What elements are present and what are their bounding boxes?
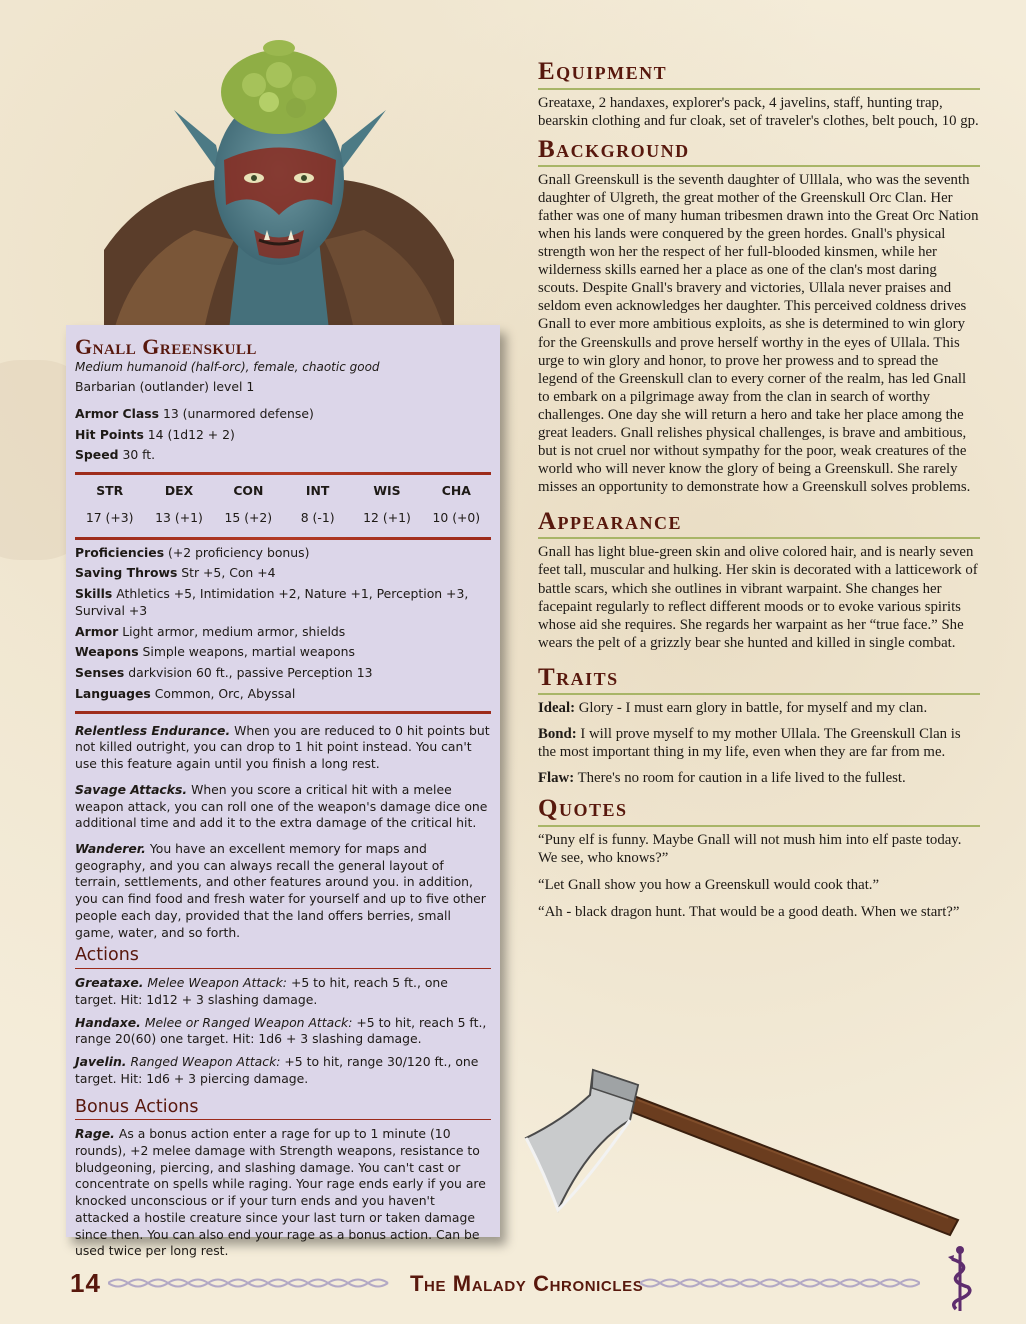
divider xyxy=(538,537,980,539)
divider xyxy=(75,968,491,970)
footer-ornament xyxy=(108,1276,398,1290)
ability-scores-table xyxy=(75,480,491,528)
character-name: Gnall Greenskull xyxy=(75,334,257,359)
ability-name: INT xyxy=(305,483,330,499)
detail-saving-throws: Saving Throws Str +5, Con +4 xyxy=(75,565,276,581)
equipment-text: Greataxe, 2 handaxes, explorer's pack, 4 javelins, staff, hunting trap, bearskin clothing and fur cloak, set of traveler's clothes, belt pouch, 10 gp. xyxy=(538,94,979,129)
page-number: 14 xyxy=(70,1268,101,1298)
ability-score: 15 (+2) xyxy=(224,509,273,525)
divider xyxy=(538,88,980,90)
footer-ornament xyxy=(640,1276,920,1290)
quote-item: “Puny elf is funny. Maybe Gnall will not mush him into elf paste today. We see, who knows?” xyxy=(538,831,962,866)
ability-score: 8 (-1) xyxy=(300,509,335,525)
detail-weapons: Weapons Simple weapons, martial weapons xyxy=(75,644,355,660)
detail-skills: Skills Athletics +5, Intimidation +2, Nature +1, Perception +3, Survival +3 xyxy=(75,586,469,618)
stat-block xyxy=(66,325,500,1259)
armor-class: Armor Class 13 (unarmored defense) xyxy=(75,406,314,422)
trait-bond: Bond: I will prove myself to my mother Ullala. The Greenskull Clan is the most important thing in my life, even when they are far from me. xyxy=(538,726,961,761)
ability-name: DEX xyxy=(164,483,194,499)
ability-name: CHA xyxy=(441,483,471,499)
hit-points: Hit Points 14 (1d12 + 2) xyxy=(75,426,235,442)
action-handaxe: Handaxe. Melee or Ranged Weapon Attack: +5 to hit, reach 5 ft., range 20(60) one target. Hit: 1d6 + 3 slashing damage. xyxy=(75,1014,487,1047)
divider xyxy=(75,711,491,714)
feature-wanderer: Wanderer. You have an excellent memory for maps and geography, and you can always recall the general layout of terrain, settlements, and other features around you. in addition, you can find food and fresh water for yourself and up to five other people each day, provided that the land offers berries, small game, water, and so forth. xyxy=(75,840,486,940)
quote-item: “Let Gnall show you how a Greenskull would cook that.” xyxy=(538,877,880,893)
actions-heading: Actions xyxy=(75,945,139,966)
divider xyxy=(75,472,491,475)
ability-score: 13 (+1) xyxy=(155,509,203,525)
action-javelin: Javelin. Ranged Weapon Attack: +5 to hit, range 30/120 ft., one target. Hit: 1d6 + 3 piercing damage. xyxy=(75,1054,479,1086)
ability-score: 12 (+1) xyxy=(363,509,411,525)
appearance-text: Gnall has light blue-green skin and olive colored hair, and is nearly seven feet tall, muscular and hulking. Her skin is decorated with a latticework of battle scars, which she outlines in vibrant warpaint. She changes her facepaint regularly to reflect different moods or to evoke various spirits whose aid she requires. She regards her warpaint as her “true face.” She wears the pelt of a grizzly bear she hunted and killed in single combat. xyxy=(538,544,978,651)
equipment-heading: Equipment xyxy=(538,58,668,85)
feature-relentless-endurance: Relentless Endurance. When you are reduced to 0 hit points but not killed outright, you can drop to 1 hit point instead. You can't use this feature again until you finish a long rest. xyxy=(75,722,490,772)
right-column xyxy=(538,58,980,930)
footer-title: The Malady Chronicles xyxy=(410,1271,644,1296)
divider xyxy=(75,1119,491,1121)
quotes-heading: Quotes xyxy=(538,795,628,823)
background-heading: Background xyxy=(538,135,690,163)
ability-name: CON xyxy=(233,483,264,499)
quote-item: “Ah - black dragon hunt. That would be a good death. When we start?” xyxy=(538,904,960,921)
trait-flaw: Flaw: There's no room for caution in a life lived to the fullest. xyxy=(538,770,906,787)
detail-armor: Armor Light armor, medium armor, shields xyxy=(75,623,346,639)
divider xyxy=(538,825,980,827)
ability-score: 10 (+0) xyxy=(432,509,481,525)
appearance-heading: Appearance xyxy=(538,507,683,535)
character-subtitle: Medium humanoid (half-orc), female, chaotic good xyxy=(75,360,380,375)
portrait-illustration xyxy=(104,40,454,330)
traits-heading: Traits xyxy=(538,663,619,691)
divider xyxy=(538,693,980,695)
detail-senses: Senses darkvision 60 ft., passive Perception 13 xyxy=(75,665,373,681)
bonus-actions-heading: Bonus Actions xyxy=(75,1096,199,1117)
ability-name: WIS xyxy=(373,483,401,499)
greataxe-illustration xyxy=(518,1050,978,1240)
feature-savage-attacks: Savage Attacks. When you score a critical hit with a melee weapon attack, you can roll one of the weapon's damage dice one additional time and add it to the extra damage of the critical hit. xyxy=(75,781,488,831)
background-text: Gnall Greenskull is the seventh daughter of Ulllala, who was the seventh daughter of Ulgreth, the great mother of the Greenskull Orc Clan. Her father was one of many human tribesmen drawn into the Great Orc Nation when his lands were conquered by the green hordes. Gnall's physical strength won her the respect of her full-blooded kinsmen, while her wilderness skills earned her a place as one of the clan's most daring scouts. Despite Gnall's bravery and victories, Ullala never praises and seldom even acknowledges her daughter. This perceived coldness drives Gnall to ever more ambitious exploits, as she is determined to win glory for the Greenskulls and prove herself worthy in the eyes of Ullala. This urge to win glory and honor, to prove her prowess and to spread the legend of the Greenskull clan to every corner of the realm, has led Gnall to embark on a pilgrimage away from the clan in search of worthy challenges. One day she will return a hero and take her place among the great leaders. Gnall relishes physical challenges, is brave and ambitious, but is not cruel nor without sympathy for the poor, weak creatures of the world who will never know the glory of being a Greenskull. She rarely misses an opportunity to demonstrate how a Greenskull solves problems. xyxy=(538,172,979,495)
divider xyxy=(538,165,980,167)
bonus-action-rage: Rage. As a bonus action enter a rage for up to 1 minute (10 rounds), +2 melee damage with Strength weapons, resistance to bludgeoning, piercing, and slashing damage. You can't cast or concentrate on spells while raging. Your rage ends early if you are knocked unconscious or if your turn ends and you haven't attacked a hostile creature since your last turn or taken damage since then. You can also end your rage as a bonus action. Can be used twice per long rest. xyxy=(75,1126,486,1259)
ability-score: 17 (+3) xyxy=(85,509,134,525)
trait-ideal: Ideal: Glory - I must earn glory in battle, for myself and my clan. xyxy=(538,700,928,717)
details-list xyxy=(75,545,491,703)
staff-of-asclepius-icon xyxy=(940,1245,980,1315)
class-level: Barbarian (outlander) level 1 xyxy=(75,379,255,395)
ability-name: STR xyxy=(96,483,124,499)
action-greataxe: Greataxe. Melee Weapon Attack: +5 to hit, reach 5 ft., one target. Hit: 1d12 + 3 slashing damage. xyxy=(75,975,448,1007)
divider xyxy=(75,537,491,540)
speed: Speed 30 ft. xyxy=(75,447,156,463)
detail-proficiencies: Proficiencies (+2 proficiency bonus) xyxy=(75,544,310,560)
detail-languages: Languages Common, Orc, Abyssal xyxy=(75,685,296,701)
